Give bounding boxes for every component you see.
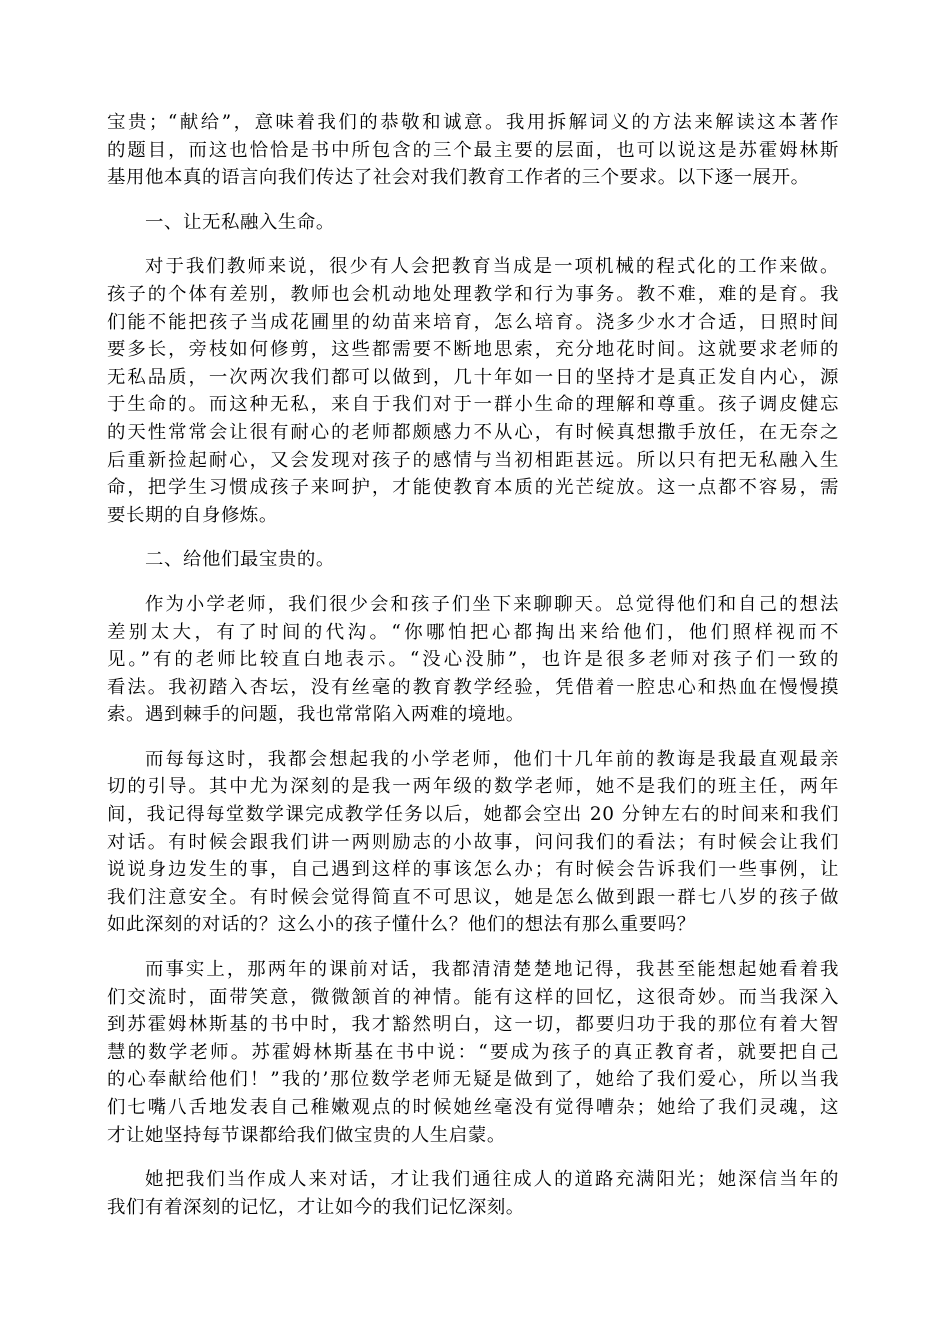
text-line: 才让她坚持每节课都给我们做宝贵的人生启蒙。 [107, 1124, 506, 1146]
section-heading [107, 209, 839, 237]
text-line: 对于我们教师来说，很少有人会把教育当成是一项机械的程式化的工作来做。 [145, 256, 839, 278]
text-line: 慧的数学老师。苏霍姆林斯基在书中说：“要成为孩子的真正教育者，就要把自己 [107, 1041, 839, 1063]
text-line: 基用他本真的语言向我们传达了社会对我们教育工作者的三个要求。以下逐一展开。 [107, 167, 810, 189]
document-page [107, 109, 839, 1238]
body-paragraph [107, 956, 839, 1149]
text-line: 对话。有时候会跟我们讲一两则励志的小故事，问问我们的看法；有时候会让我们 [107, 831, 839, 853]
text-line: 的题目，而这也恰恰是书中所包含的三个最主要的层面，也可以说这是苏霍姆林斯 [107, 139, 839, 161]
section-heading [107, 546, 839, 574]
body-paragraph [107, 109, 839, 192]
text-line: 间，我记得每堂数学课完成教学任务以后，她都会空出 20 分钟左右的时间来和我们 [107, 804, 839, 826]
text-line: 要长期的自身修炼。 [107, 504, 278, 526]
text-line: 命，把学生习惯成孩子来呵护，才能使教育本质的光芒绽放。这一点都不容易，需 [107, 477, 839, 499]
text-line: 我们注意安全。有时候会觉得简直不可思议，她是怎么做到跟一群七八岁的孩子做 [107, 886, 839, 908]
body-paragraph [107, 746, 839, 939]
text-line: 切的引导。其中尤为深刻的是我一两年级的数学老师，她不是我们的班主任，两年 [107, 776, 839, 798]
text-line: 二、给他们最宝贵的。 [145, 549, 335, 571]
text-line: 们交流时，面带笑意，微微颔首的神情。能有这样的回忆，这很奇妙。而当我深入 [107, 986, 839, 1008]
text-line: 无私品质，一次两次我们都可以做到，几十年如一日的坚持才是真正发自内心，源 [107, 366, 839, 388]
text-line: 如此深刻的对话的？这么小的孩子懂什么？他们的想法有那么重要吗？ [107, 914, 696, 936]
text-line: 宝贵；“献给”，意味着我们的恭敬和诚意。我用拆解词义的方法来解读这本著作 [107, 112, 839, 133]
text-line: 看法。我初踏入杏坛，没有丝毫的教育教学经验，凭借着一腔忠心和热血在慢慢摸 [107, 676, 839, 698]
text-line: 后重新捡起耐心，又会发现对孩子的感情与当初相距甚远。所以只有把无私融入生 [107, 449, 839, 471]
text-line: 我们有着深刻的记忆，才让如今的我们记忆深刻。 [107, 1196, 525, 1218]
text-line: 作为小学老师，我们很少会和孩子们坐下来聊聊天。总觉得他们和自己的想法 [145, 593, 839, 615]
text-line: 一、让无私融入生命。 [145, 211, 335, 233]
text-line: 她把我们当作成人来对话，才让我们通往成人的道路充满阳光；她深信当年的 [145, 1169, 839, 1191]
text-line: 索。遇到棘手的问题，我也常常陷入两难的境地。 [107, 704, 525, 726]
text-line: 而事实上，那两年的课前对话，我都清清楚楚地记得，我甚至能想起她看着我 [145, 959, 839, 981]
text-line: 而每每这时，我都会想起我的小学老师，他们十几年前的教诲是我最直观最亲 [145, 748, 839, 770]
text-line: 于生命的。而这种无私，来自于我们对于一群小生命的理解和尊重。孩子调皮健忘 [107, 394, 839, 416]
text-line: 到苏霍姆林斯基的书中时，我才豁然明白，这一切，都要归功于我的那位有着大智 [107, 1014, 839, 1036]
body-paragraph [107, 253, 839, 529]
body-paragraph [107, 1166, 839, 1221]
text-line: 孩子的个体有差别，教师也会机动地处理教学和行为事务。教不难，难的是育。我 [107, 283, 839, 305]
text-line: 们七嘴八舌地发表自己稚嫩观点的时候她丝毫没有觉得嘈杂；她给了我们灵魂，这 [107, 1097, 839, 1118]
text-line: 差别太大，有了时间的代沟。“你哪怕把心都掏出来给他们，他们照样视而不 [107, 621, 839, 643]
body-paragraph [107, 591, 839, 729]
text-line: 说说身边发生的事，自己遇到这样的事该怎么办；有时候会告诉我们一些事例，让 [107, 859, 839, 881]
text-line: 们能不能把孩子当成花圃里的幼苗来培育，怎么培育。浇多少水才合适，日照时间 [107, 311, 839, 333]
text-line: 要多长，旁枝如何修剪，这些都需要不断地思索，充分地花时间。这就要求老师的 [107, 339, 839, 361]
text-line: 的天性常常会让很有耐心的老师都颇感力不从心，有时候真想撒手放任，在无奈之 [107, 421, 839, 443]
text-line: 的心奉献给他们！”我的’那位数学老师无疑是做到了，她给了我们爱心，所以当我 [107, 1069, 839, 1091]
text-line: 见。”有的老师比较直白地表示。“没心没肺”，也许是很多老师对孩子们一致的 [107, 649, 839, 671]
